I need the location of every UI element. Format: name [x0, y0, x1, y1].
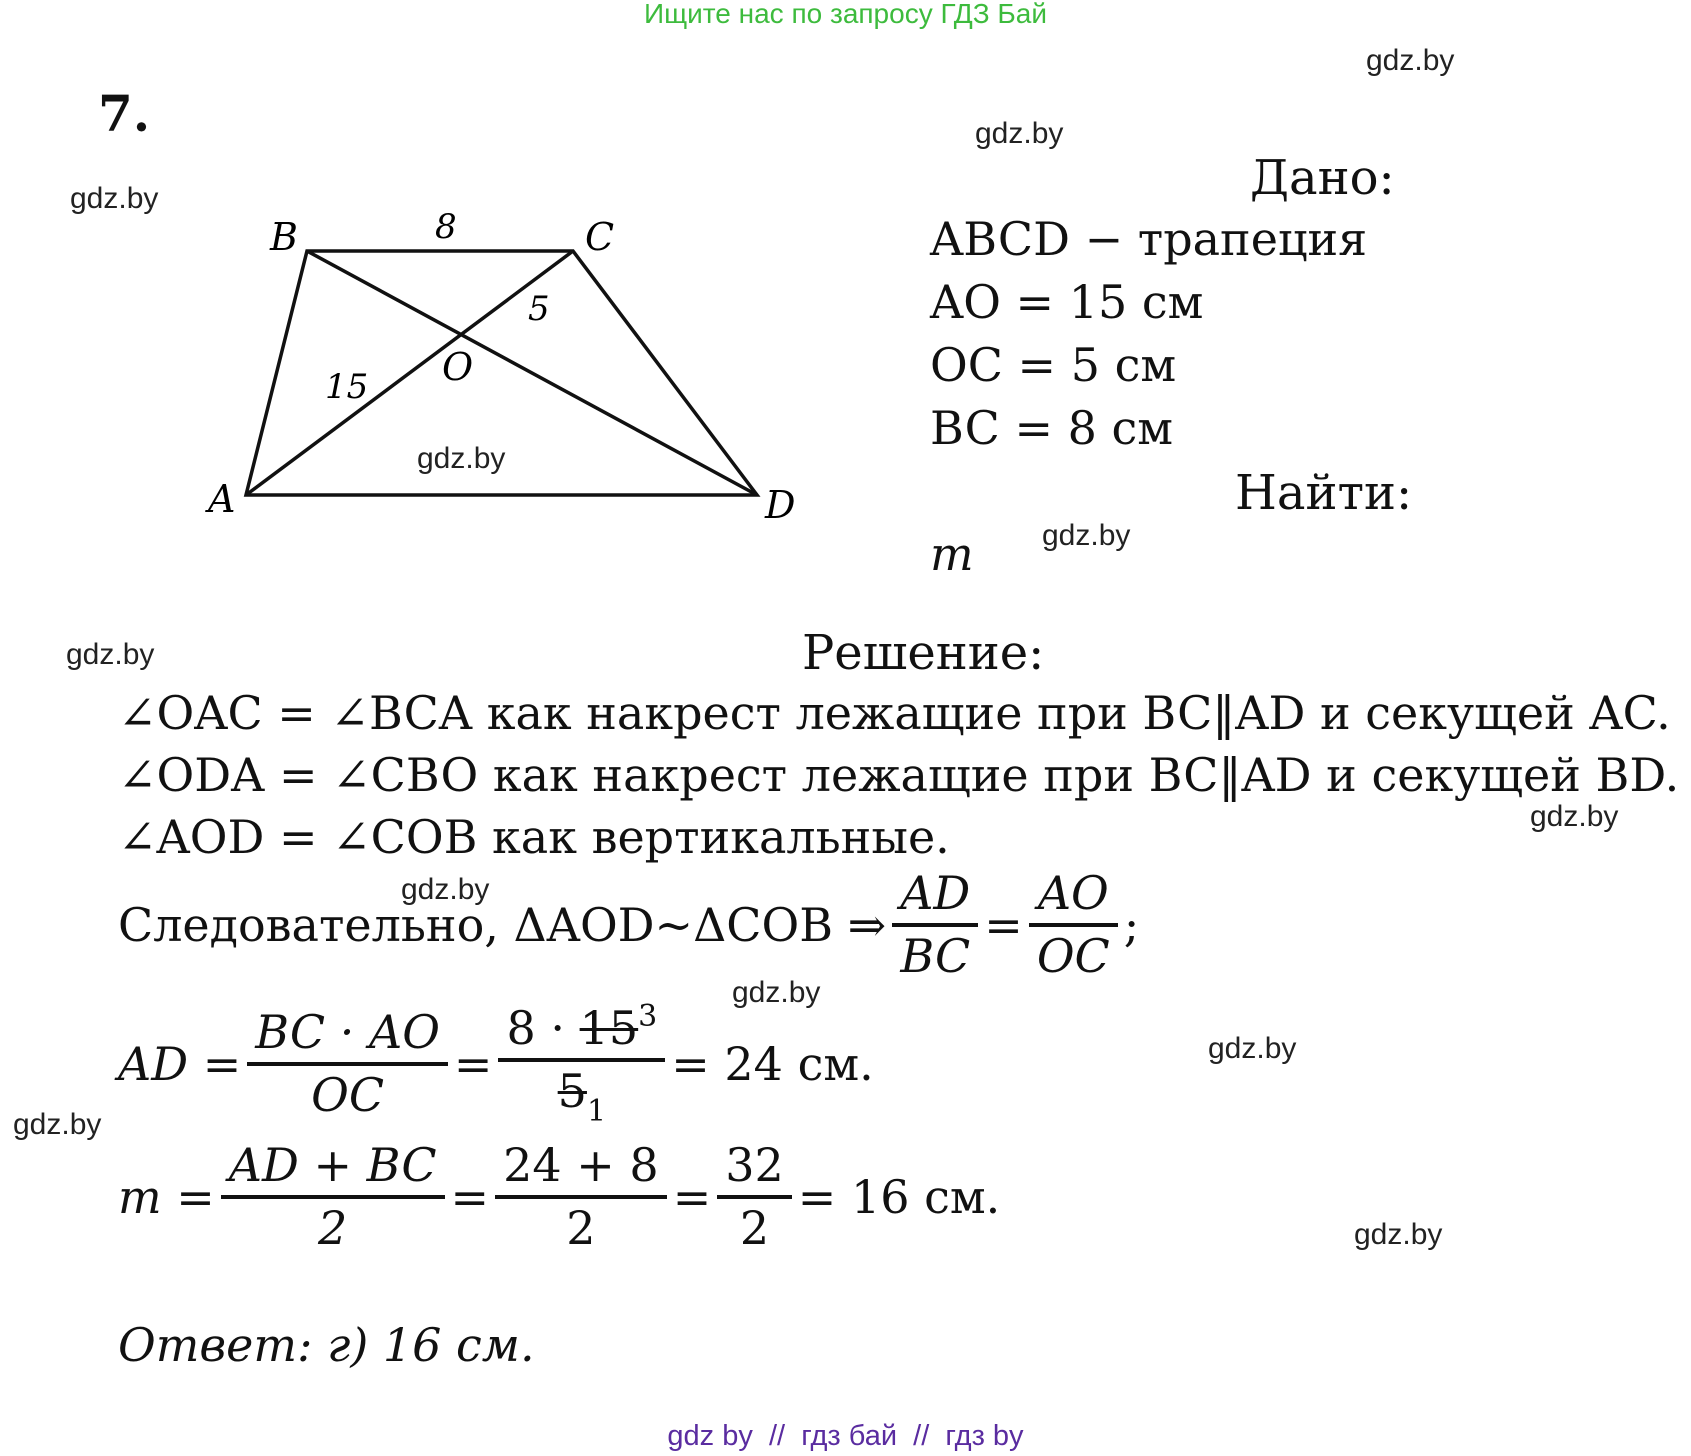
given-line: ABCD − трапеция: [930, 212, 1368, 266]
solution-line: ∠AOD = ∠COB как вертикальные.: [118, 810, 950, 864]
similarity-prefix: Следовательно, ΔAOD~ΔCOB ⇒: [118, 897, 887, 952]
vertex-c: C: [585, 215, 615, 259]
watermark: gdz.by: [1354, 1218, 1443, 1251]
fraction-24-8: [495, 1140, 667, 1253]
fraction-bcao-oc: [247, 1007, 448, 1120]
watermark: gdz.by: [401, 873, 490, 906]
similarity-line: [118, 868, 1139, 981]
vertex-d: D: [765, 483, 796, 527]
solution-line: ∠OAC = ∠BCA как накрест лежащие при BC‖AD и секущей AC.: [118, 686, 1671, 740]
watermark: gdz.by: [1042, 519, 1131, 552]
watermark: gdz.by: [1366, 44, 1455, 77]
semicolon: ;: [1123, 897, 1140, 952]
fraction-denominator: 2: [739, 1200, 770, 1255]
fraction-denominator: OC: [311, 1067, 385, 1122]
watermark: gdz.by: [1530, 800, 1619, 833]
watermark: gdz.by: [70, 182, 159, 215]
given-line: BC = 8 см: [930, 401, 1174, 455]
fraction-denominator: OC: [1036, 928, 1110, 983]
given-heading: Дано:: [1250, 150, 1395, 206]
fraction-numeric: [498, 1000, 665, 1128]
fraction-numerator: AO: [1037, 866, 1109, 920]
fraction-denominator: 2: [566, 1200, 596, 1255]
m-lhs: m =: [118, 1169, 215, 1224]
watermark: gdz.by: [975, 117, 1064, 150]
given-line: OC = 5 см: [930, 338, 1177, 392]
fraction-numerator: 32: [725, 1138, 784, 1192]
reduced-3: 3: [638, 999, 658, 1034]
ad-computation: [118, 1000, 874, 1128]
fraction-denominator: 2: [318, 1200, 348, 1255]
m-result: = 16 см.: [797, 1169, 1001, 1224]
answer: Ответ: г) 16 см.: [118, 1318, 535, 1372]
watermark: gdz.by: [1208, 1032, 1297, 1065]
problem-number: 7.: [98, 84, 151, 143]
given-line: AO = 15 см: [930, 275, 1204, 329]
ad-result: = 24 см.: [671, 1036, 874, 1091]
m-computation: [118, 1140, 1000, 1253]
watermark: gdz.by: [417, 442, 506, 475]
label-bc: 8: [435, 207, 457, 247]
fraction-denominator: [550, 1063, 614, 1129]
reduced-1: 1: [586, 1093, 607, 1129]
vertex-o: O: [442, 345, 474, 389]
equals-sign: =: [453, 1036, 493, 1091]
solution-heading: Решение:: [802, 625, 1045, 681]
fraction-denominator: BC: [900, 928, 971, 983]
trapezoid-figure: [190, 200, 810, 540]
label-oc: 5: [528, 289, 550, 329]
fraction-sum-bases: [221, 1140, 445, 1253]
fraction-numerator: 24 + 8: [503, 1138, 659, 1192]
watermark: gdz.by: [66, 638, 155, 671]
vertex-a: A: [208, 477, 236, 521]
footer-links[interactable]: gdz by // гдз бай // гдз by: [667, 1420, 1024, 1452]
equals-sign: =: [672, 1169, 712, 1224]
factor-8: 8 ·: [506, 1001, 580, 1055]
equals-sign: =: [984, 897, 1023, 952]
fraction-numerator: BC · AO: [255, 1005, 440, 1060]
fraction-ad-bc: [892, 868, 978, 981]
ad-lhs: AD =: [118, 1036, 242, 1091]
fraction-numerator: AD: [900, 866, 971, 920]
struck-5: 5: [557, 1063, 587, 1118]
solution-line: ∠ODA = ∠CBO как накрест лежащие при BC‖AD и секущей BD.: [118, 748, 1680, 802]
equals-sign: =: [450, 1169, 490, 1224]
diagonal-ac: [246, 251, 573, 495]
diagonal-bd: [307, 251, 757, 495]
fraction-numerator: AD + BC: [228, 1138, 437, 1192]
watermark: gdz.by: [13, 1108, 102, 1141]
watermark: gdz.by: [732, 976, 821, 1009]
label-ao: 15: [325, 367, 369, 407]
struck-15: 15: [579, 1001, 639, 1055]
top-search-banner[interactable]: Ищите нас по запросу ГДЗ Бай: [643, 0, 1048, 29]
fraction-32-2: [717, 1140, 792, 1253]
fraction-numerator: [498, 1000, 665, 1054]
fraction-ao-oc: [1029, 868, 1118, 981]
trapezoid-outline: [246, 251, 757, 495]
find-value: m: [930, 527, 974, 581]
vertex-b: B: [270, 215, 298, 259]
find-heading: Найти:: [1235, 465, 1413, 521]
